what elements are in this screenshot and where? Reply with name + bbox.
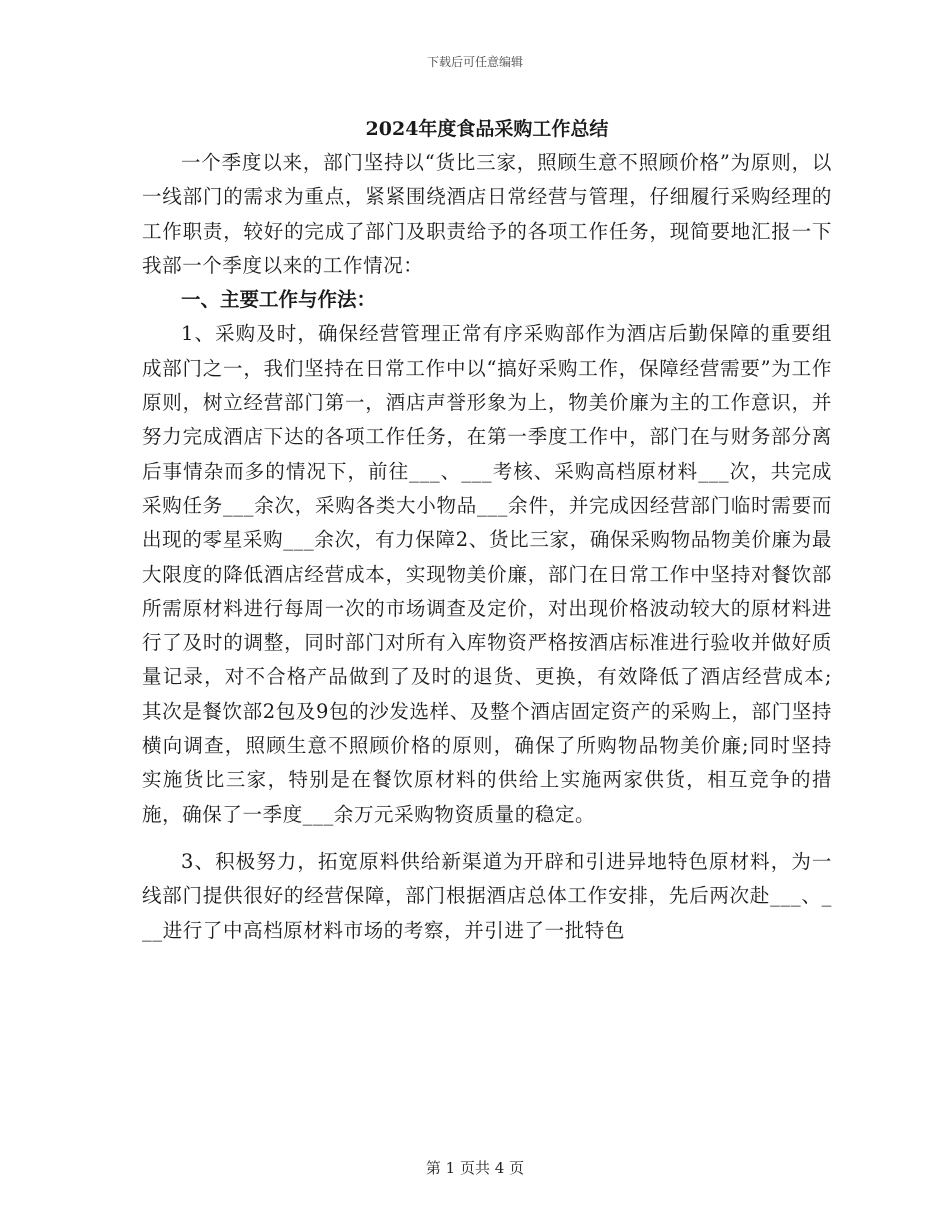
document-title: 2024年度食品采购工作总结 bbox=[365, 118, 609, 140]
intro-paragraph: 一个季度以来，部门坚持以“货比三家，照顾生意不照顾价格”为原则，以一线部门的需求为重点，紧紧围绕酒店日常经营与管理，仔细履行采购经理的工作职责，较好的完成了部门及职责给予的各项工作任务，现简要地汇报一下我部一个季度以来的工作情况： bbox=[142, 151, 832, 277]
paragraph-item-3: 3、积极努力，拓宽原料供给新渠道为开辟和引进异地特色原材料，为一线部门提供很好的经营保障，部门根据酒店总体工作安排，先后两次赴___、___进行了中高档原材料市场的考察，并引进了一批特色 bbox=[142, 849, 832, 942]
document-body bbox=[142, 112, 832, 948]
page-footer: 第 1 页共 4 页 bbox=[425, 1159, 525, 1177]
paragraph-item-1-2: 1、采购及时，确保经营管理正常有序采购部作为酒店后勤保障的重要组成部门之一，我们坚持在日常工作中以“搞好采购工作，保障经营需要”为工作原则，树立经营部门第一，酒店声誉形象为上，物美价廉为主的工作意识，并努力完成酒店下达的各项工作任务，在第一季度工作中，部门在与财务部分离后事情杂而多的情况下，前往___、___考核、采购高档原材料___次，共完成采购任务___余次，采购各类大小物品___余件，并完成因经营部门临时需要而出现的零星采购___余次，有力保障2、货比三家，确保采购物品物美价廉为最大限度的降低酒店经营成本，实现物美价廉，部门在日常工作中坚持对餐饮部所需原材料进行每周一次的市场调查及定价，对出现价格波动较大的原材料进行了及时的调整，同时部门对所有入库物资严格按酒店标准进行验收并做好质量记录，对不合格产品做到了及时的退货、更换，有效降低了酒店经营成本;其次是餐饮部2包及9包的沙发选样、及整个酒店固定资产的采购上，部门坚持横向调查，照顾生意不照顾价格的原则，确保了所购物品物美价廉;同时坚持实施货比三家，特别是在餐饮原材料的供给上实施两家供货，相互竞争的措施，确保了一季度___余万元采购物资质量的稳定。 bbox=[142, 322, 832, 826]
section-heading-main-work: 一、主要工作与作法： bbox=[181, 288, 377, 312]
page-header: 下载后可任意编辑 bbox=[426, 55, 523, 69]
